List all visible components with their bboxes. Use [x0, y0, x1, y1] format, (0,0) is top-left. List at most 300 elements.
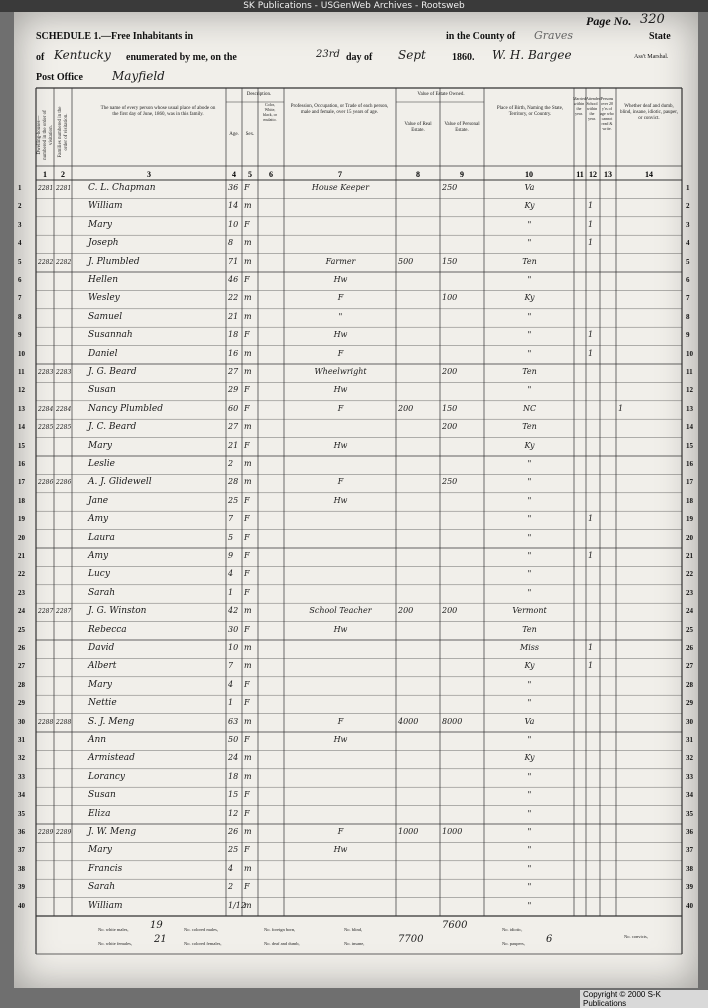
footer-paupers: No. paupers, — [502, 941, 525, 946]
row-number-right: 8 — [686, 312, 690, 321]
cell-family-number: 2285 — [56, 424, 72, 432]
cell-sex: F — [244, 587, 250, 597]
cell-person-name: Rebecca — [88, 624, 127, 635]
cell-person-name: Sarah — [88, 882, 115, 893]
row-number-left: 8 — [18, 312, 22, 321]
cell-birthplace: Ky — [524, 201, 535, 211]
row-number-right: 24 — [686, 607, 693, 616]
cell-birthplace: " — [527, 532, 532, 542]
cell-person-name: Joseph — [88, 238, 119, 249]
cell-sex: m — [244, 348, 252, 358]
cell-age: 21 — [228, 440, 239, 450]
cell-birthplace: " — [527, 735, 532, 744]
row-number-left: 23 — [18, 588, 25, 597]
cell-family-number: 2286 — [56, 479, 72, 487]
cell-sex: F — [244, 698, 250, 708]
column-number-4: 4 — [232, 170, 236, 179]
cell-age: 1/12 — [228, 900, 246, 910]
column-number-2: 2 — [61, 170, 65, 179]
cell-school: 1 — [588, 330, 594, 340]
cell-age: 4 — [228, 569, 234, 579]
cell-personal-estate: 150 — [442, 403, 458, 413]
cell-occupation: " — [338, 311, 343, 321]
row-number-left: 1 — [18, 184, 22, 192]
cell-birthplace: " — [527, 459, 532, 468]
cell-person-name: Albert — [88, 661, 117, 672]
cell-person-name: Leslie — [88, 459, 116, 469]
row-number-left: 18 — [18, 496, 25, 505]
row-number-left: 21 — [18, 552, 25, 560]
row-number-right: 29 — [686, 699, 693, 708]
cell-person-name: Armistead — [88, 753, 135, 764]
column-number-9: 9 — [460, 170, 464, 179]
cell-occupation: Hw — [333, 735, 348, 744]
cell-sex: m — [244, 863, 252, 873]
header-color: Color, White, black, or mulatto. — [263, 102, 277, 122]
cell-person-name: Lorancy — [88, 771, 125, 782]
cell-age: 8 — [228, 238, 234, 248]
row-number-left: 3 — [18, 220, 22, 229]
cell-person-name: Mary — [88, 440, 112, 451]
cell-person-name: Daniel — [88, 348, 118, 359]
column-number-5: 5 — [248, 170, 252, 179]
cell-birthplace: " — [527, 790, 532, 800]
cell-sex: m — [244, 201, 252, 211]
cell-age: 10 — [228, 219, 239, 229]
column-number-13: 13 — [604, 170, 612, 179]
row-number-right: 26 — [686, 644, 693, 652]
cell-person-name: C. L. Chapman — [88, 183, 156, 193]
marshal-label: Ass't Marshal. — [634, 54, 669, 60]
cell-occupation: Hw — [333, 845, 348, 855]
cell-sex: F — [244, 735, 250, 744]
cell-occupation: F — [337, 348, 344, 358]
row-number-left: 38 — [18, 864, 25, 873]
header-real-estate: Value of Real Estate. — [404, 122, 432, 133]
cell-occupation: Hw — [333, 624, 348, 634]
cell-person-name: David — [88, 643, 115, 653]
header-dwelling: Dwelling-houses— numbered in the order of visitation. — [37, 110, 54, 160]
cell-school: 1 — [588, 219, 594, 229]
cell-personal-estate: 200 — [442, 422, 458, 432]
cell-birthplace: " — [527, 514, 532, 524]
row-number-right: 34 — [686, 791, 693, 800]
row-number-left: 40 — [18, 901, 25, 910]
cell-sex: F — [244, 330, 250, 340]
footer-white-females: No. white females, — [98, 941, 132, 946]
cell-person-name: Hellen — [88, 275, 119, 285]
row-number-right: 39 — [686, 883, 693, 892]
header-illiterate: Persons over 20 y'rs of age who cannot read & write. — [600, 96, 614, 131]
row-number-right: 3 — [686, 220, 690, 229]
cell-dwelling-number: 2282 — [38, 258, 54, 266]
cell-occupation: Hw — [333, 330, 348, 340]
cell-sex: m — [244, 827, 252, 836]
cell-age: 1 — [228, 587, 234, 597]
cell-family-number: 2282 — [56, 258, 72, 266]
cell-real-estate: 4000 — [398, 716, 419, 726]
cell-occupation: Hw — [333, 440, 348, 450]
row-number-left: 26 — [18, 644, 25, 652]
header-family: Families numbered in the order of visitation. — [58, 106, 69, 158]
cell-age: 42 — [228, 606, 239, 616]
cell-sex: m — [244, 459, 252, 468]
cell-family-number: 2288 — [56, 718, 72, 726]
row-number-left: 16 — [18, 460, 25, 468]
cell-person-name: Wesley — [88, 293, 120, 304]
county-value: Graves — [534, 29, 573, 42]
header-description: Description. — [246, 92, 272, 97]
cell-birthplace: " — [527, 330, 532, 340]
cell-family-number: 2287 — [56, 608, 72, 616]
cell-age: 25 — [228, 495, 239, 505]
county-label: in the County of — [446, 31, 516, 42]
cell-sex: F — [244, 679, 250, 689]
cell-sex: m — [244, 293, 252, 303]
cell-age: 50 — [228, 735, 239, 744]
cell-sex: F — [244, 275, 250, 284]
cell-occupation: F — [337, 716, 344, 726]
cell-sex: F — [244, 790, 250, 800]
cell-age: 28 — [228, 477, 239, 487]
cell-person-name: J. G. Winston — [88, 606, 147, 617]
header-married: Married within the year. — [573, 96, 586, 116]
cell-person-name: Ann — [88, 735, 107, 745]
row-number-left: 7 — [18, 294, 22, 303]
row-number-left: 30 — [18, 717, 25, 726]
cell-person-name: Laura — [88, 532, 115, 543]
column-number-8: 8 — [416, 170, 420, 179]
row-number-right: 16 — [686, 460, 693, 468]
cell-age: 18 — [228, 771, 239, 781]
row-number-left: 13 — [18, 404, 25, 413]
row-number-right: 20 — [686, 533, 693, 542]
cell-age: 5 — [228, 532, 234, 542]
cell-sex: m — [244, 753, 252, 763]
cell-birthplace: NC — [522, 403, 537, 413]
cell-occupation: School Teacher — [309, 606, 372, 616]
cell-personal-estate: 250 — [442, 183, 458, 192]
row-number-right: 12 — [686, 386, 693, 395]
cell-birthplace: Ten — [522, 256, 537, 266]
row-number-left: 22 — [18, 570, 25, 579]
cell-sex: m — [244, 477, 252, 487]
cell-age: 1 — [228, 698, 234, 708]
footer-white-males-value: 19 — [150, 920, 163, 931]
cell-age: 25 — [228, 845, 239, 855]
cell-person-name: Amy — [88, 514, 109, 525]
row-number-right: 19 — [686, 515, 693, 524]
row-number-left: 31 — [18, 736, 25, 744]
row-number-right: 11 — [686, 368, 693, 376]
cell-personal-estate: 8000 — [442, 716, 463, 726]
cell-sex: m — [244, 367, 252, 376]
cell-sex: m — [244, 311, 252, 321]
cell-sex: F — [244, 183, 250, 192]
header-occupation: Profession, Occupation, or Trade of each person, male and female, over 15 years of age. — [290, 104, 389, 115]
cell-birthplace: Ky — [524, 293, 535, 303]
cell-birthplace: Ky — [524, 661, 535, 671]
cell-sex: m — [244, 900, 252, 910]
cell-birthplace: Va — [524, 183, 535, 192]
row-number-right: 23 — [686, 588, 693, 597]
cell-birthplace: " — [527, 900, 532, 910]
cell-real-estate: 200 — [398, 403, 414, 413]
cell-birthplace: Ten — [522, 367, 537, 376]
cell-dwelling-number: 2289 — [38, 829, 54, 836]
cell-age: 30 — [228, 624, 239, 634]
viewer-title-bar: SK Publications - USGenWeb Archives - Rootsweb — [0, 0, 708, 12]
cell-sex: F — [244, 385, 250, 395]
cell-person-name: Mary — [88, 219, 112, 230]
cell-dwelling-number: 2281 — [38, 185, 54, 192]
cell-person-name: Mary — [88, 845, 112, 856]
cell-age: 36 — [228, 183, 239, 192]
column-number-12: 12 — [589, 170, 597, 179]
state-value: Kentucky — [54, 48, 111, 62]
row-number-left: 11 — [18, 368, 25, 376]
cell-family-number: 2283 — [56, 369, 72, 376]
column-number-7: 7 — [338, 170, 342, 179]
cell-person-name: J. G. Beard — [88, 367, 137, 377]
cell-disability: 1 — [618, 403, 624, 413]
row-number-left: 15 — [18, 441, 25, 450]
cell-occupation: F — [337, 827, 344, 836]
cell-person-name: Samuel — [88, 311, 123, 322]
header-name: The name of every person whose usual place of abode on the first day of June, 1860, was in this family. — [100, 106, 216, 117]
row-number-left: 2 — [18, 202, 22, 211]
cell-birthplace: " — [527, 863, 532, 873]
cell-dwelling-number: 2284 — [38, 405, 54, 413]
cell-birthplace: " — [527, 219, 532, 229]
cell-birthplace: " — [527, 882, 532, 892]
header-birthplace: Place of Birth, Naming the State, Territory, or Country. — [496, 106, 564, 117]
cell-school: 1 — [588, 238, 594, 248]
cell-person-name: Mary — [88, 679, 112, 690]
cell-birthplace: " — [527, 827, 532, 836]
column-number-6: 6 — [269, 170, 273, 179]
cell-school: 1 — [588, 661, 594, 671]
row-number-right: 17 — [686, 478, 693, 487]
column-number-10: 10 — [525, 170, 533, 179]
cell-dwelling-number: 2287 — [38, 608, 54, 616]
cell-birthplace: " — [527, 845, 532, 855]
cell-age: 27 — [228, 422, 239, 432]
footer-blind: No. blind, — [344, 927, 363, 932]
header-disability: Whether deaf and dumb, blind, insane, idiotic, pauper, or convict. — [620, 104, 678, 121]
cell-person-name: Jane — [88, 495, 109, 506]
cell-person-name: Susannah — [88, 330, 133, 341]
cell-sex: m — [244, 238, 252, 248]
cell-person-name: Lucy — [88, 569, 110, 580]
row-number-right: 9 — [686, 331, 690, 340]
cell-birthplace: " — [527, 569, 532, 579]
row-number-right: 25 — [686, 625, 693, 634]
row-number-left: 35 — [18, 809, 25, 818]
state-label: State — [649, 31, 671, 42]
footer-total-personal: 7600 — [442, 920, 468, 931]
row-number-right: 27 — [686, 662, 693, 671]
cell-birthplace: " — [527, 311, 532, 321]
cell-age: 63 — [228, 716, 239, 726]
cell-occupation: F — [337, 403, 344, 413]
cell-dwelling-number: 2285 — [38, 424, 54, 432]
cell-age: 18 — [228, 330, 239, 340]
cell-birthplace: " — [527, 348, 532, 358]
cell-age: 7 — [228, 514, 234, 524]
row-number-left: 25 — [18, 625, 25, 634]
cell-family-number: 2289 — [56, 829, 72, 836]
header-estate: Value of Estate Owned. — [417, 92, 465, 97]
row-number-right: 28 — [686, 680, 693, 689]
cell-person-name: Nancy Plumbled — [88, 403, 164, 414]
page-label: Page No. — [586, 14, 632, 28]
footer-white-females-value: 21 — [154, 934, 167, 945]
cell-dwelling-number: 2286 — [38, 479, 54, 487]
cell-birthplace: " — [527, 679, 532, 689]
row-number-right: 13 — [686, 404, 693, 413]
row-number-left: 28 — [18, 680, 25, 689]
row-number-left: 17 — [18, 478, 25, 487]
footer-insane: No. insane, — [344, 941, 365, 946]
cell-occupation: House Keeper — [311, 183, 370, 192]
row-number-right: 1 — [686, 184, 690, 192]
cell-birthplace: " — [527, 698, 532, 708]
cell-real-estate: 200 — [398, 606, 414, 616]
cell-real-estate: 1000 — [398, 827, 419, 836]
cell-age: 26 — [228, 827, 239, 836]
header-personal-estate: Value of Personal Estate. — [444, 122, 480, 133]
cell-occupation: Farmer — [325, 256, 356, 266]
cell-birthplace: " — [527, 238, 532, 248]
footer-idiotic: No. idiotic, — [502, 927, 523, 932]
cell-dwelling-number: 2288 — [38, 718, 54, 726]
row-number-right: 33 — [686, 772, 693, 781]
cell-sex: m — [244, 643, 252, 652]
cell-birthplace: Ten — [522, 422, 537, 432]
row-number-left: 37 — [18, 846, 25, 855]
cell-person-name: Susan — [88, 385, 116, 396]
cell-person-name: William — [88, 201, 123, 212]
cell-personal-estate: 250 — [442, 477, 458, 487]
cell-age: 14 — [228, 201, 239, 211]
header-age: Age. — [229, 132, 239, 137]
row-number-right: 7 — [686, 294, 690, 303]
post-office-value: Mayfield — [112, 69, 165, 83]
cell-person-name: William — [88, 900, 123, 911]
cell-personal-estate: 100 — [442, 293, 458, 303]
row-number-right: 38 — [686, 864, 693, 873]
cell-occupation: Hw — [333, 385, 348, 395]
row-number-left: 33 — [18, 772, 25, 781]
cell-birthplace: Va — [524, 716, 535, 726]
row-number-right: 21 — [686, 552, 693, 560]
schedule-title: SCHEDULE 1.—Free Inhabitants in — [36, 31, 194, 42]
cell-real-estate: 500 — [398, 256, 414, 266]
row-number-right: 4 — [686, 239, 690, 248]
cell-age: 4 — [228, 863, 234, 873]
cell-birthplace: Ten — [522, 624, 537, 634]
cell-birthplace: " — [527, 587, 532, 597]
row-number-left: 20 — [18, 533, 25, 542]
cell-person-name: J. W. Meng — [88, 827, 137, 837]
row-number-right: 31 — [686, 736, 693, 744]
footer-foreign-born: No. foreign born, — [264, 927, 296, 932]
cell-age: 12 — [228, 808, 239, 818]
row-number-left: 12 — [18, 386, 25, 395]
row-number-left: 19 — [18, 515, 25, 524]
row-number-left: 34 — [18, 791, 25, 800]
cell-school: 1 — [588, 643, 594, 652]
cell-age: 27 — [228, 367, 239, 376]
cell-personal-estate: 200 — [442, 606, 458, 616]
cell-age: 60 — [228, 403, 239, 413]
month-value: Sept — [398, 48, 426, 62]
cell-personal-estate: 200 — [442, 367, 458, 376]
footer-white-males: No. white males, — [98, 927, 129, 932]
row-number-right: 40 — [686, 901, 693, 910]
cell-school: 1 — [588, 201, 594, 211]
cell-school: 1 — [588, 348, 594, 358]
row-number-left: 14 — [18, 423, 25, 432]
cell-sex: F — [244, 219, 250, 229]
cell-occupation: Wheelwright — [314, 367, 367, 376]
cell-birthplace: " — [527, 551, 532, 560]
cell-age: 7 — [228, 661, 234, 671]
cell-sex: m — [244, 606, 252, 616]
row-number-right: 37 — [686, 846, 693, 855]
column-number-11: 11 — [576, 170, 584, 179]
footer-total-real: 7700 — [398, 934, 424, 945]
copyright-notice: Copyright © 2000 S-K Publications — [580, 990, 708, 1008]
year-label: 1860. — [452, 52, 475, 63]
cell-occupation: F — [337, 477, 344, 487]
cell-age: 16 — [228, 348, 239, 358]
row-number-right: 35 — [686, 809, 693, 818]
cell-age: 29 — [228, 385, 239, 395]
cell-family-number: 2281 — [56, 185, 72, 192]
cell-sex: F — [244, 808, 250, 818]
day-label: day of — [346, 52, 373, 63]
cell-sex: F — [244, 569, 250, 579]
day-value: 23rd — [316, 49, 340, 60]
cell-sex: F — [244, 440, 250, 450]
cell-school: 1 — [588, 551, 594, 560]
cell-occupation: Hw — [333, 495, 348, 505]
row-number-right: 6 — [686, 276, 690, 284]
cell-person-name: Susan — [88, 790, 116, 801]
cell-sex: F — [244, 882, 250, 892]
row-number-right: 15 — [686, 441, 693, 450]
enumerated-label: enumerated by me, on the — [126, 52, 237, 63]
cell-age: 4 — [228, 679, 234, 689]
cell-age: 24 — [228, 753, 239, 763]
header-sex: Sex. — [245, 132, 255, 137]
cell-sex: F — [244, 845, 250, 855]
cell-person-name: J. C. Beard — [88, 422, 137, 433]
cell-personal-estate: 150 — [442, 256, 458, 266]
cell-person-name: S. J. Meng — [88, 716, 135, 727]
page-number: 320 — [640, 12, 665, 27]
cell-birthplace: " — [527, 808, 532, 818]
cell-birthplace: " — [527, 477, 532, 487]
row-number-left: 29 — [18, 699, 25, 708]
cell-school: 1 — [588, 514, 594, 524]
cell-birthplace: Ky — [524, 440, 535, 450]
cell-person-name: Sarah — [88, 587, 115, 598]
cell-age: 9 — [228, 551, 234, 560]
cell-birthplace: Vermont — [512, 606, 547, 616]
